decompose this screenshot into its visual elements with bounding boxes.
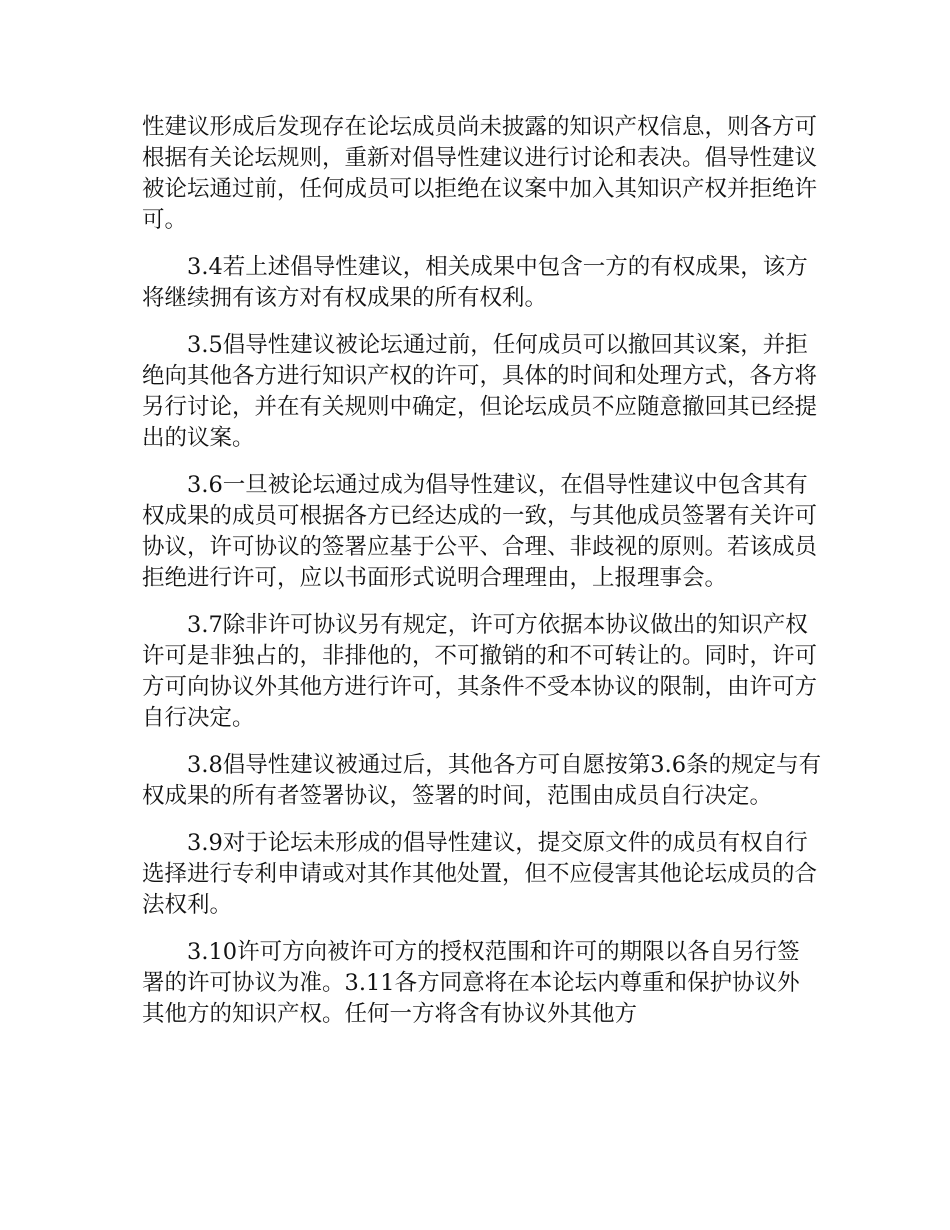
paragraph-3-7: 3.7除非许可协议另有规定，许可方依据本协议做出的知识产权许可是非独占的，非排他的，不可撤销的和不可转让的。同时，许可方可向协议外其他方进行许可，其条件不受本协议的限制，由许可方自行决定。 [142,612,818,731]
paragraph-3-6: 3.6一旦被论坛通过成为倡导性建议，在倡导性建议中包含其有权成果的成员可根据各方已经达成的一致，与其他成员签署有关许可协议，许可协议的签署应基于公平、合理、非歧视的原则。若该成员拒绝进行许可，应以书面形式说明合理理由，上报理事会。 [142,472,818,591]
paragraph-3-10: 3.10许可方向被许可方的授权范围和许可的期限以各自另行签署的许可协议为准。3.11各方同意将在本论坛内尊重和保护协议外其他方的知识产权。任何一方将含有协议外其他方 [142,939,800,1027]
paragraph-3-8: 3.8倡导性建议被通过后，其他各方可自愿按第3.6条的规定与有权成果的所有者签署协议，签署的时间，范围由成员自行决定。 [142,752,822,809]
paragraph-3-4: 3.4若上述倡导性建议，相关成果中包含一方的有权成果，该方将继续拥有该方对有权成果的所有权利。 [142,254,808,311]
paragraph-continuation: 性建议形成后发现存在论坛成员尚未披露的知识产权信息，则各方可根据有关论坛规则，重新对倡导性建议进行讨论和表决。倡导性建议被论坛通过前，任何成员可以拒绝在议案中加入其知识产权并拒绝许可。 [142,114,818,233]
paragraph-3-9: 3.9对于论坛未形成的倡导性建议，提交原文件的成员有权自行选择进行专利申请或对其作其他处置，但不应侵害其他论坛成员的合法权利。 [142,830,818,918]
document-page [142,112,822,1046]
paragraph-3-5: 3.5倡导性建议被论坛通过前，任何成员可以撤回其议案，并拒绝向其他各方进行知识产权的许可，具体的时间和处理方式，各方将另行讨论，并在有关规则中确定，但论坛成员不应随意撤回其已经提出的议案。 [142,332,818,451]
